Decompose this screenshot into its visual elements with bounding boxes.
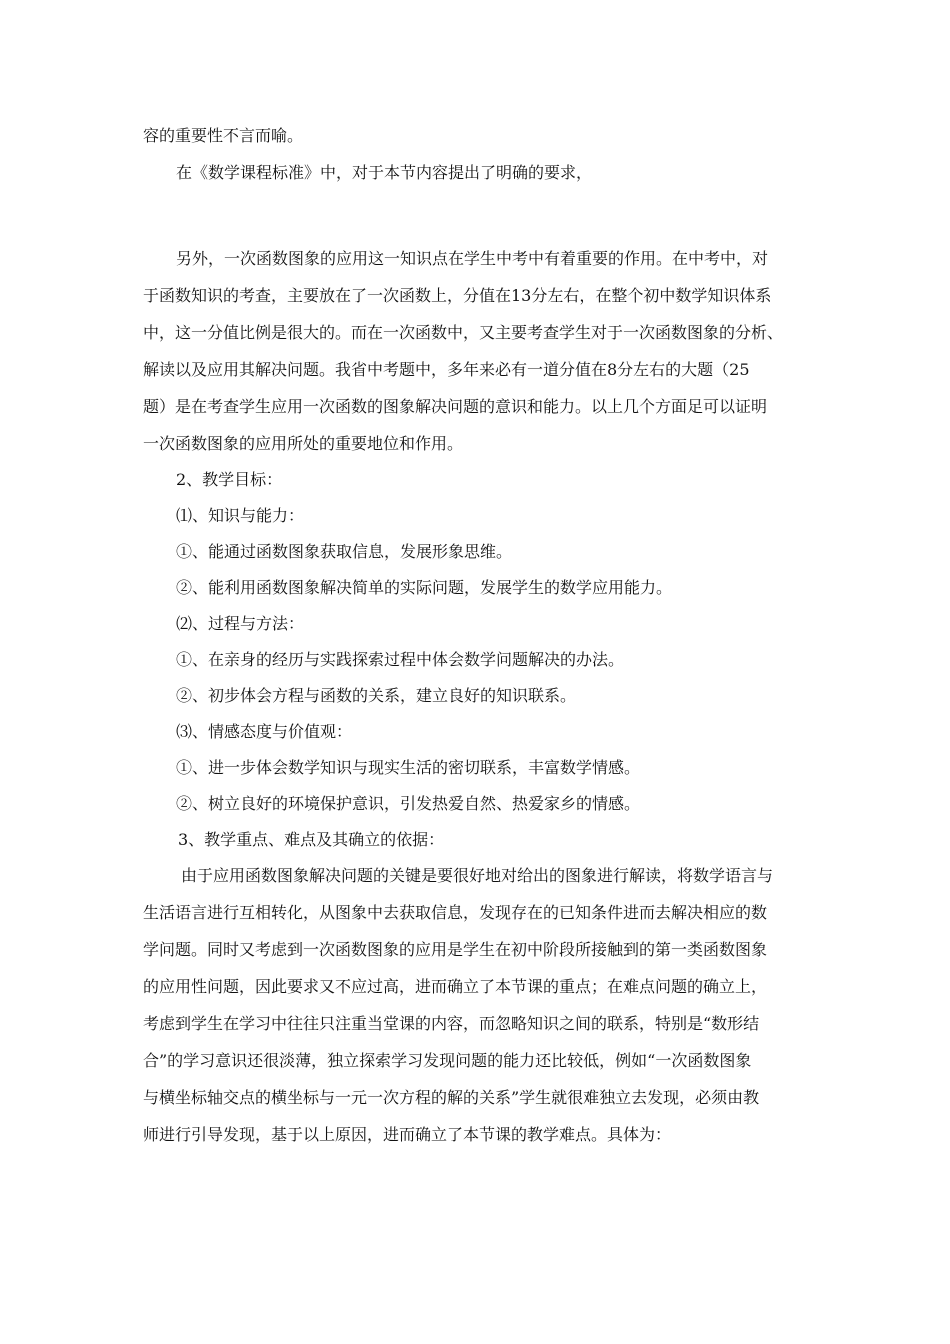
list-item: ①、能通过函数图象获取信息，发展形象思维。 <box>176 542 513 561</box>
paragraph-line: 生活语言进行互相转化，从图象中去获取信息，发现存在的已知条件进而去解决相应的数 <box>143 903 768 922</box>
paragraph-line: 合”的学习意识还很淡薄，独立探索学习发现问题的能力还比较低，例如“一次函数图象 <box>143 1051 752 1070</box>
paragraph-line: 的应用性问题，因此要求又不应过高，进而确立了本节课的重点；在难点问题的确立上， <box>143 977 768 996</box>
paragraph-line: 一次函数图象的应用所处的重要地位和作用。 <box>143 434 464 453</box>
paragraph-line: 考虑到学生在学习中往往只注重当堂课的内容，而忽略知识之间的联系，特别是“数形结 <box>143 1014 760 1033</box>
paragraph-line: 另外，一次函数图象的应用这一知识点在学生中考中有着重要的作用。在中考中，对 <box>176 249 769 268</box>
section-heading: 3、教学重点、难点及其确立的依据： <box>178 830 445 849</box>
paragraph-line: 师进行引导发现，基于以上原因，进而确立了本节课的教学难点。具体为： <box>143 1125 672 1144</box>
subsection-heading: ⑶、情感态度与价值观： <box>176 722 353 741</box>
section-heading: 2、教学目标： <box>176 470 283 489</box>
list-item: ②、初步体会方程与函数的关系，建立良好的知识联系。 <box>176 686 577 705</box>
list-item: ①、在亲身的经历与实践探索过程中体会数学问题解决的办法。 <box>176 650 625 669</box>
paragraph-line: 中，这一分值比例是很大的。而在一次函数中，又主要考查学生对于一次函数图象的分析、 <box>143 323 784 342</box>
paragraph-line: 题）是在考查学生应用一次函数的图象解决问题的意识和能力。以上几个方面足可以证明 <box>143 397 768 416</box>
paragraph-line: 解读以及应用其解决问题。我省中考题中，多年来必有一道分值在8分左右的大题（25 <box>143 360 750 379</box>
paragraph-line: 在《数学课程标准》中，对于本节内容提出了明确的要求， <box>176 163 593 182</box>
paragraph-line: 于函数知识的考查，主要放在了一次函数上，分值在13分左右，在整个初中数学知识体系 <box>143 286 772 305</box>
paragraph-line: 与横坐标轴交点的横坐标与一元一次方程的解的关系”学生就很难独立去发现，必须由教 <box>143 1088 760 1107</box>
paragraph-line: 学问题。同时又考虑到一次函数图象的应用是学生在初中阶段所接触到的第一类函数图象 <box>143 940 768 959</box>
list-item: ②、树立良好的环境保护意识，引发热爱自然、热爱家乡的情感。 <box>176 794 641 813</box>
subsection-heading: ⑴、知识与能力： <box>176 506 305 525</box>
list-item: ①、进一步体会数学知识与现实生活的密切联系，丰富数学情感。 <box>176 758 641 777</box>
paragraph-line: 由于应用函数图象解决问题的关键是要很好地对给出的图象进行解读，将数学语言与 <box>181 866 774 885</box>
list-item: ②、能利用函数图象解决简单的实际问题，发展学生的数学应用能力。 <box>176 578 673 597</box>
subsection-heading: ⑵、过程与方法： <box>176 614 305 633</box>
paragraph-line: 容的重要性不言而喻。 <box>143 126 304 145</box>
